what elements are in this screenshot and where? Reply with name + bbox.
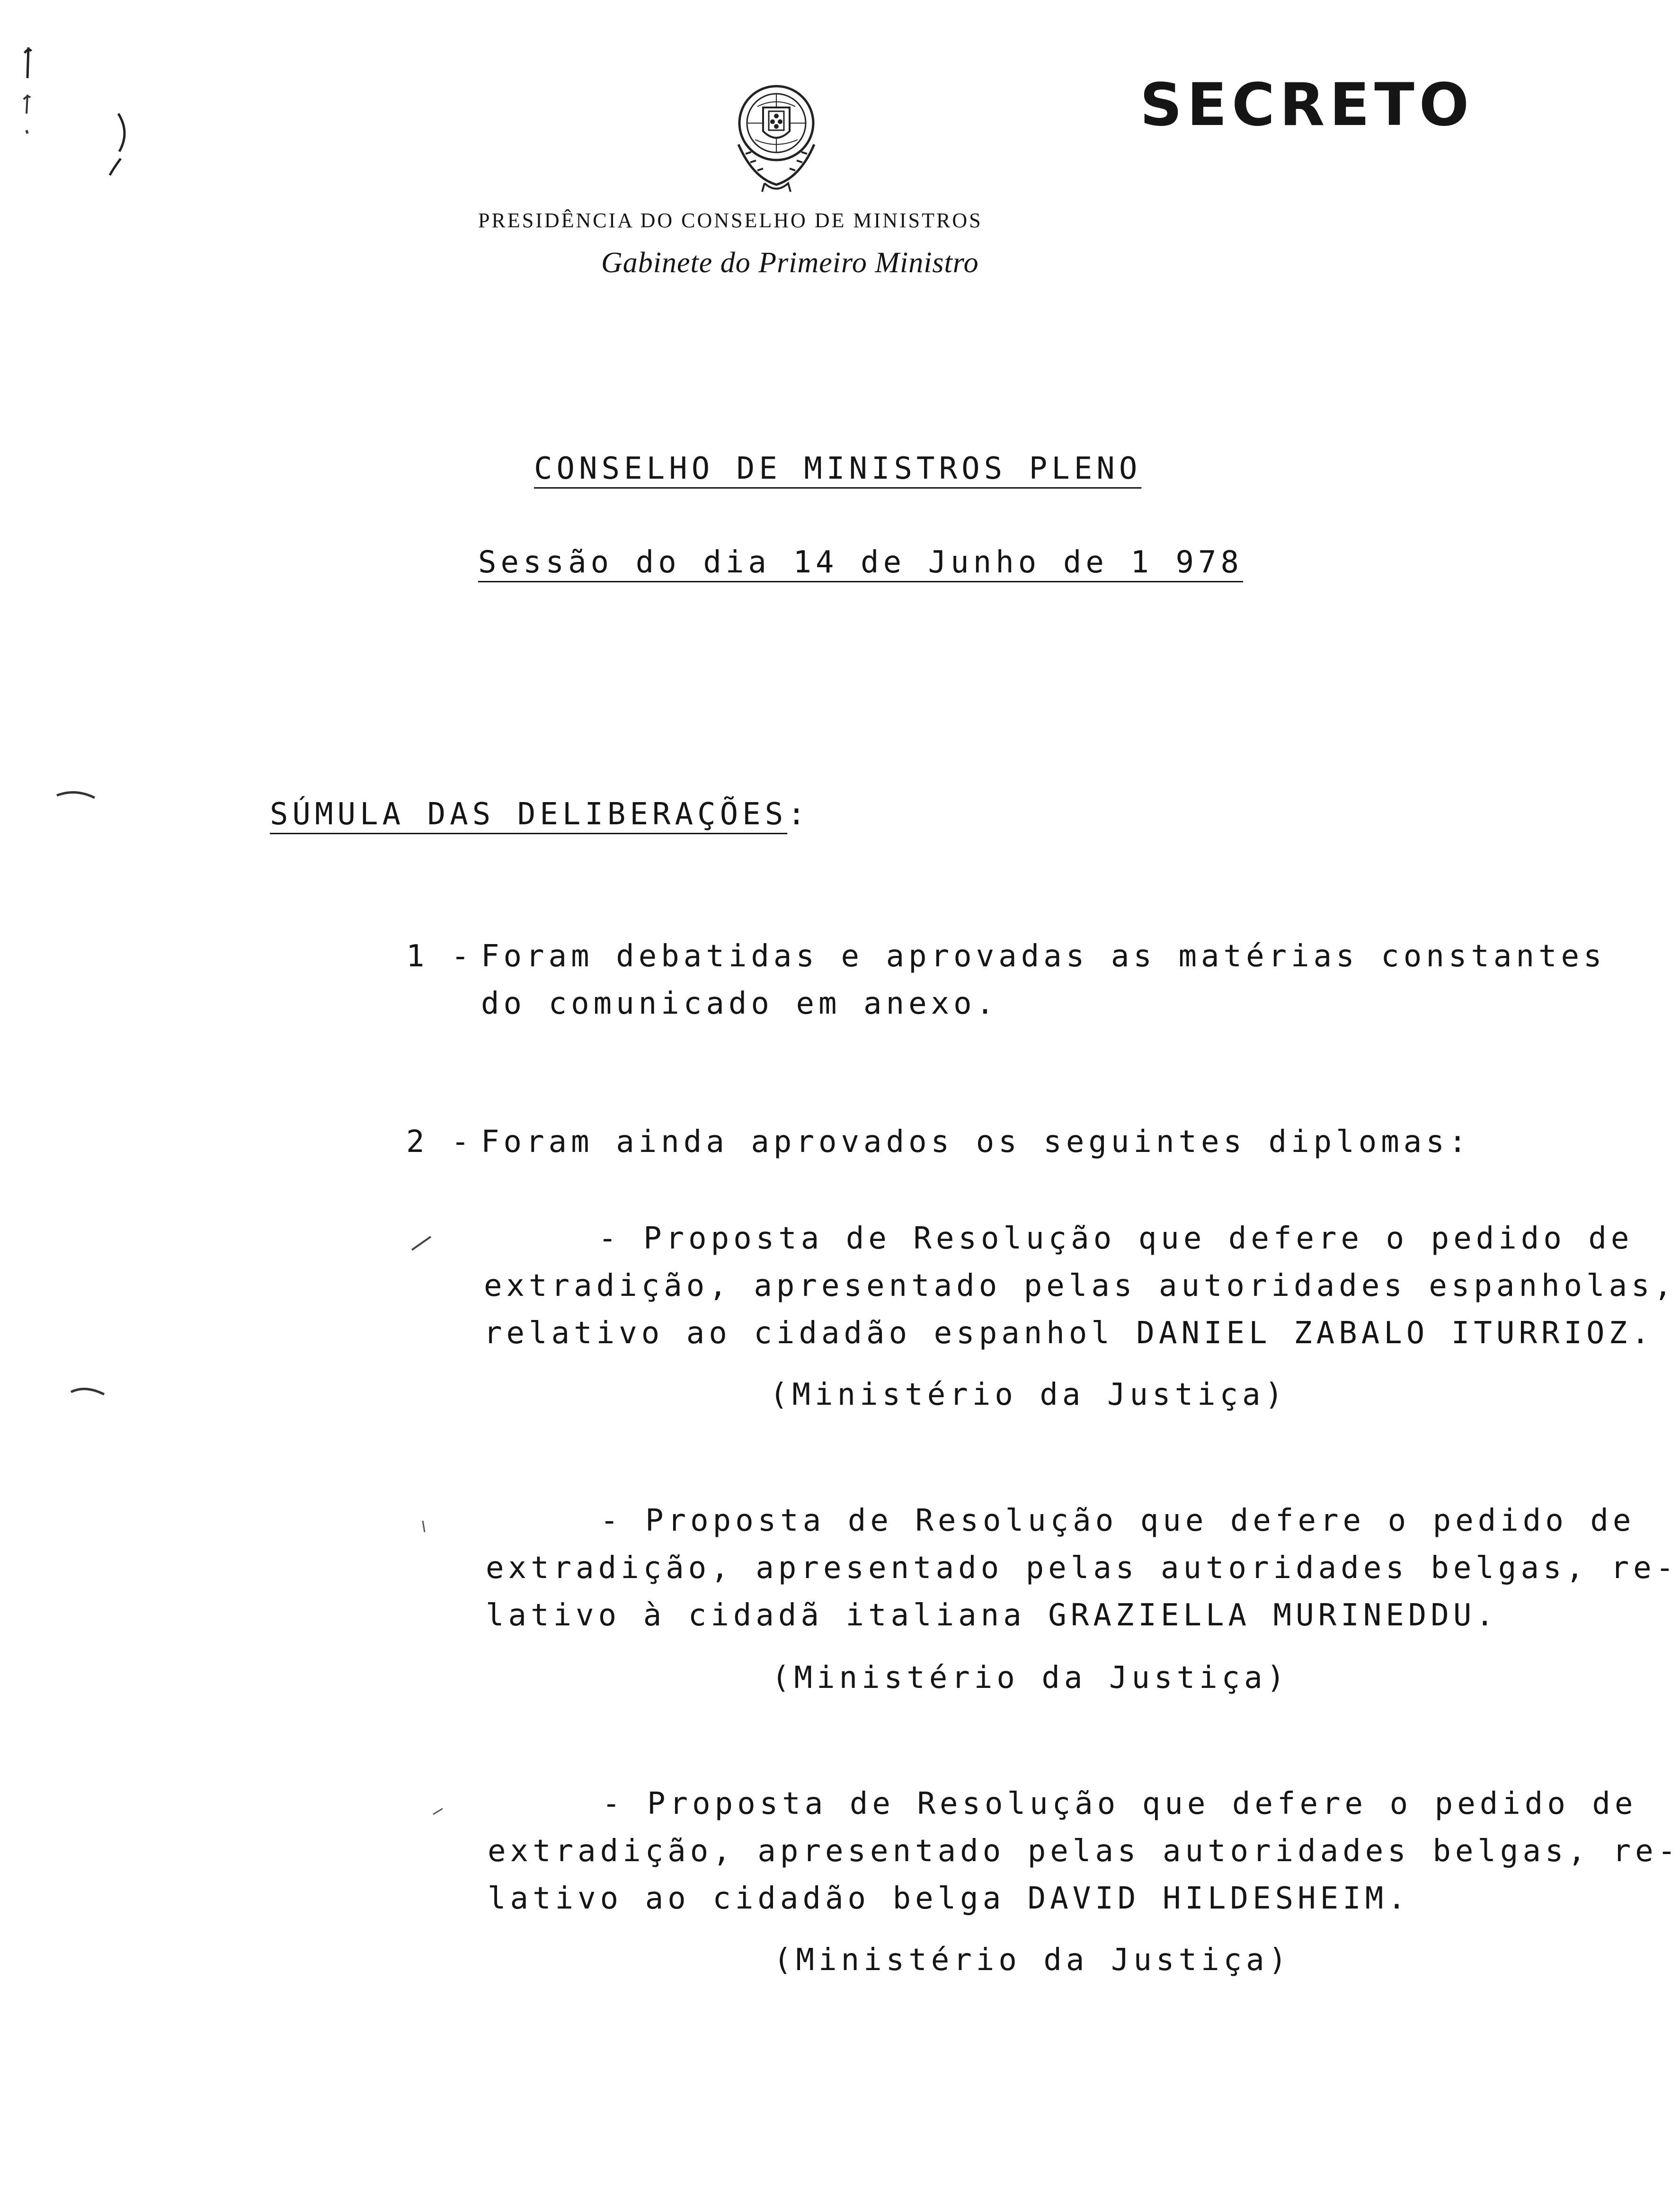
diploma-text-line: - Proposta de Resolução que defere o pedido de [600, 1503, 1636, 1538]
item-text-line: Foram debatidas e aprovadas as matérias constantes [481, 939, 1606, 974]
diploma-ministry: (Ministério da Justiça) [770, 1377, 1288, 1412]
document-title: CONSELHO DE MINISTROS PLENO [534, 451, 1142, 486]
summary-heading: SÚMULA DAS DELIBERAÇÕES [270, 797, 788, 832]
item-text-line: do comunicado em anexo. [481, 986, 999, 1021]
coat-of-arms-emblem [720, 78, 833, 196]
diploma-text-line: - Proposta de Resolução que defere o pedido de [598, 1221, 1634, 1256]
summary-heading-line [270, 791, 810, 838]
diploma-text-line: extradição, apresentado pelas autoridades belgas, re- [486, 1551, 1679, 1586]
cabinet-script-heading: Gabinete do Primeiro Ministro [601, 247, 979, 279]
item-number: 1 - [406, 939, 474, 974]
diploma-text-line: lativo ao cidadão belga DAVID HILDESHEIM. [488, 1881, 1410, 1916]
item-text-line: Foram ainda aprovados os seguintes diplomas: [481, 1124, 1471, 1160]
office-heading: PRESIDÊNCIA DO CONSELHO DE MINISTROS [478, 209, 983, 232]
item-number: 2 - [406, 1124, 474, 1160]
diploma-text-line: - Proposta de Resolução que defere o pedido de [602, 1786, 1637, 1821]
classification-stamp: SECRETO [1140, 71, 1474, 139]
diploma-text-line: extradição, apresentado pelas autoridades belgas, re- [488, 1834, 1680, 1869]
diploma-text-line: lativo à cidadã italiana GRAZIELLA MURINEDDU. [486, 1598, 1498, 1633]
diploma-text-line: extradição, apresentado pelas autoridades espanholas, [484, 1268, 1677, 1303]
diploma-ministry: (Ministério da Justiça) [773, 1943, 1291, 1978]
session-date: Sessão do dia 14 de Junho de 1 978 [478, 545, 1244, 580]
diploma-text-line: relativo ao cidadão espanhol DANIEL ZABALO ITURRIOZ. [484, 1316, 1654, 1351]
summary-heading-colon: : [787, 797, 810, 832]
diploma-ministry: (Ministério da Justiça) [772, 1660, 1289, 1695]
